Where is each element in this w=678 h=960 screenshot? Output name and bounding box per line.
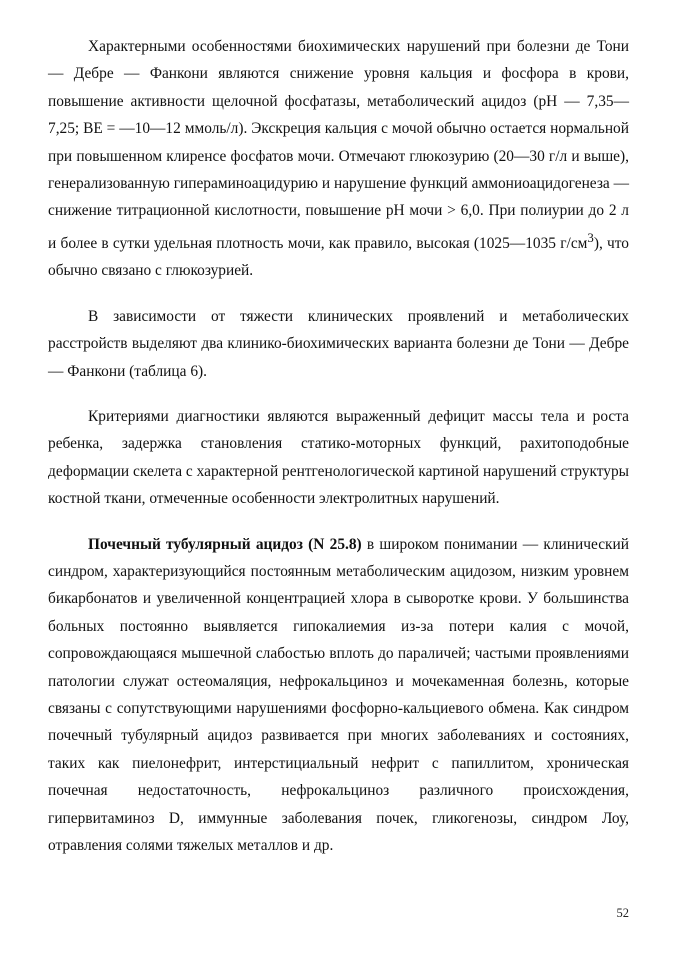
paragraph-biochemical-features — [48, 33, 629, 285]
paragraph-4-text: в широком понимании — клинический синдром, характеризующийся постоянным метаболическим ацидозом, низким уровнем бикарбонатов и увеличенной концентрацией хлора в сыворотке крови. У большинства больных постоянно выявляется гипокалиемия из-за потери калия с мочой, сопровождающаяся мышечной слабостью вплоть до параличей; частыми проявлениями патологии служат остеомаляция, нефрокальциноз и мочекаменная болезнь, которые связаны с сопутствующими нарушениями фосфорно-кальциевого обмена. Как синдром почечный тубулярный ацидоз развивается при многих заболеваниях и состояниях, таких как пиелонефрит, интерстициальный нефрит с папиллитом, хроническая почечная недостаточность, нефрокальциноз различного происхождения, гипервитаминоз D, иммунные заболевания почек, гликогенозы, синдром Лоу, отравления солями тяжелых металлов и др. — [48, 535, 629, 855]
term-heading: Почечный тубулярный ацидоз (N 25.8) — [88, 535, 362, 553]
paragraph-tubular-acidosis — [48, 531, 629, 860]
paragraph-1-tail: ), что обычно связано с глюкозурией. — [48, 234, 629, 280]
paragraph-3-text: Критериями диагностики являются выраженный дефицит массы тела и роста ребенка, задержка становления статико-моторных функций, рахитоподобные деформации скелета с характерной рентгенологической картиной нарушений структуры костной ткани, отмеченные особенности электролитных нарушений. — [48, 408, 629, 508]
page-number: 52 — [616, 906, 629, 920]
paragraph-variants — [48, 303, 629, 385]
document-page — [48, 33, 629, 878]
paragraph-2-text: В зависимости от тяжести клинических проявлений и метаболических расстройств выделяют два клинико-биохимических варианта болезни де Тони — Дебре — Фанкони (таблица 6). — [48, 307, 629, 380]
paragraph-1-text: Характерными особенностями биохимических нарушений при болезни де Тони — Дебре — Фанкони являются снижение уровня кальция и фосфора в крови, повышение активности щелочной фосфатазы, метаболический ацидоз (рН — 7,35—7,25; ВЕ = —10—12 ммоль/л). Экскреция кальция с мочой обычно остается нормальной при повышенном клиренсе фосфатов мочи. Отмечают глюкозурию (20—30 г/л и выше), генерализованную гипераминоацидурию и нарушение функций аммониоацидогенеза — снижение титрационной кислотности, повышение рН мочи > 6,0. При полиурии до 2 л и более в сутки удельная плотность мочи, как правило, высокая (1025—1035 г/см — [48, 38, 629, 252]
paragraph-diagnostic-criteria — [48, 403, 629, 513]
superscript-3: 3 — [587, 230, 594, 245]
